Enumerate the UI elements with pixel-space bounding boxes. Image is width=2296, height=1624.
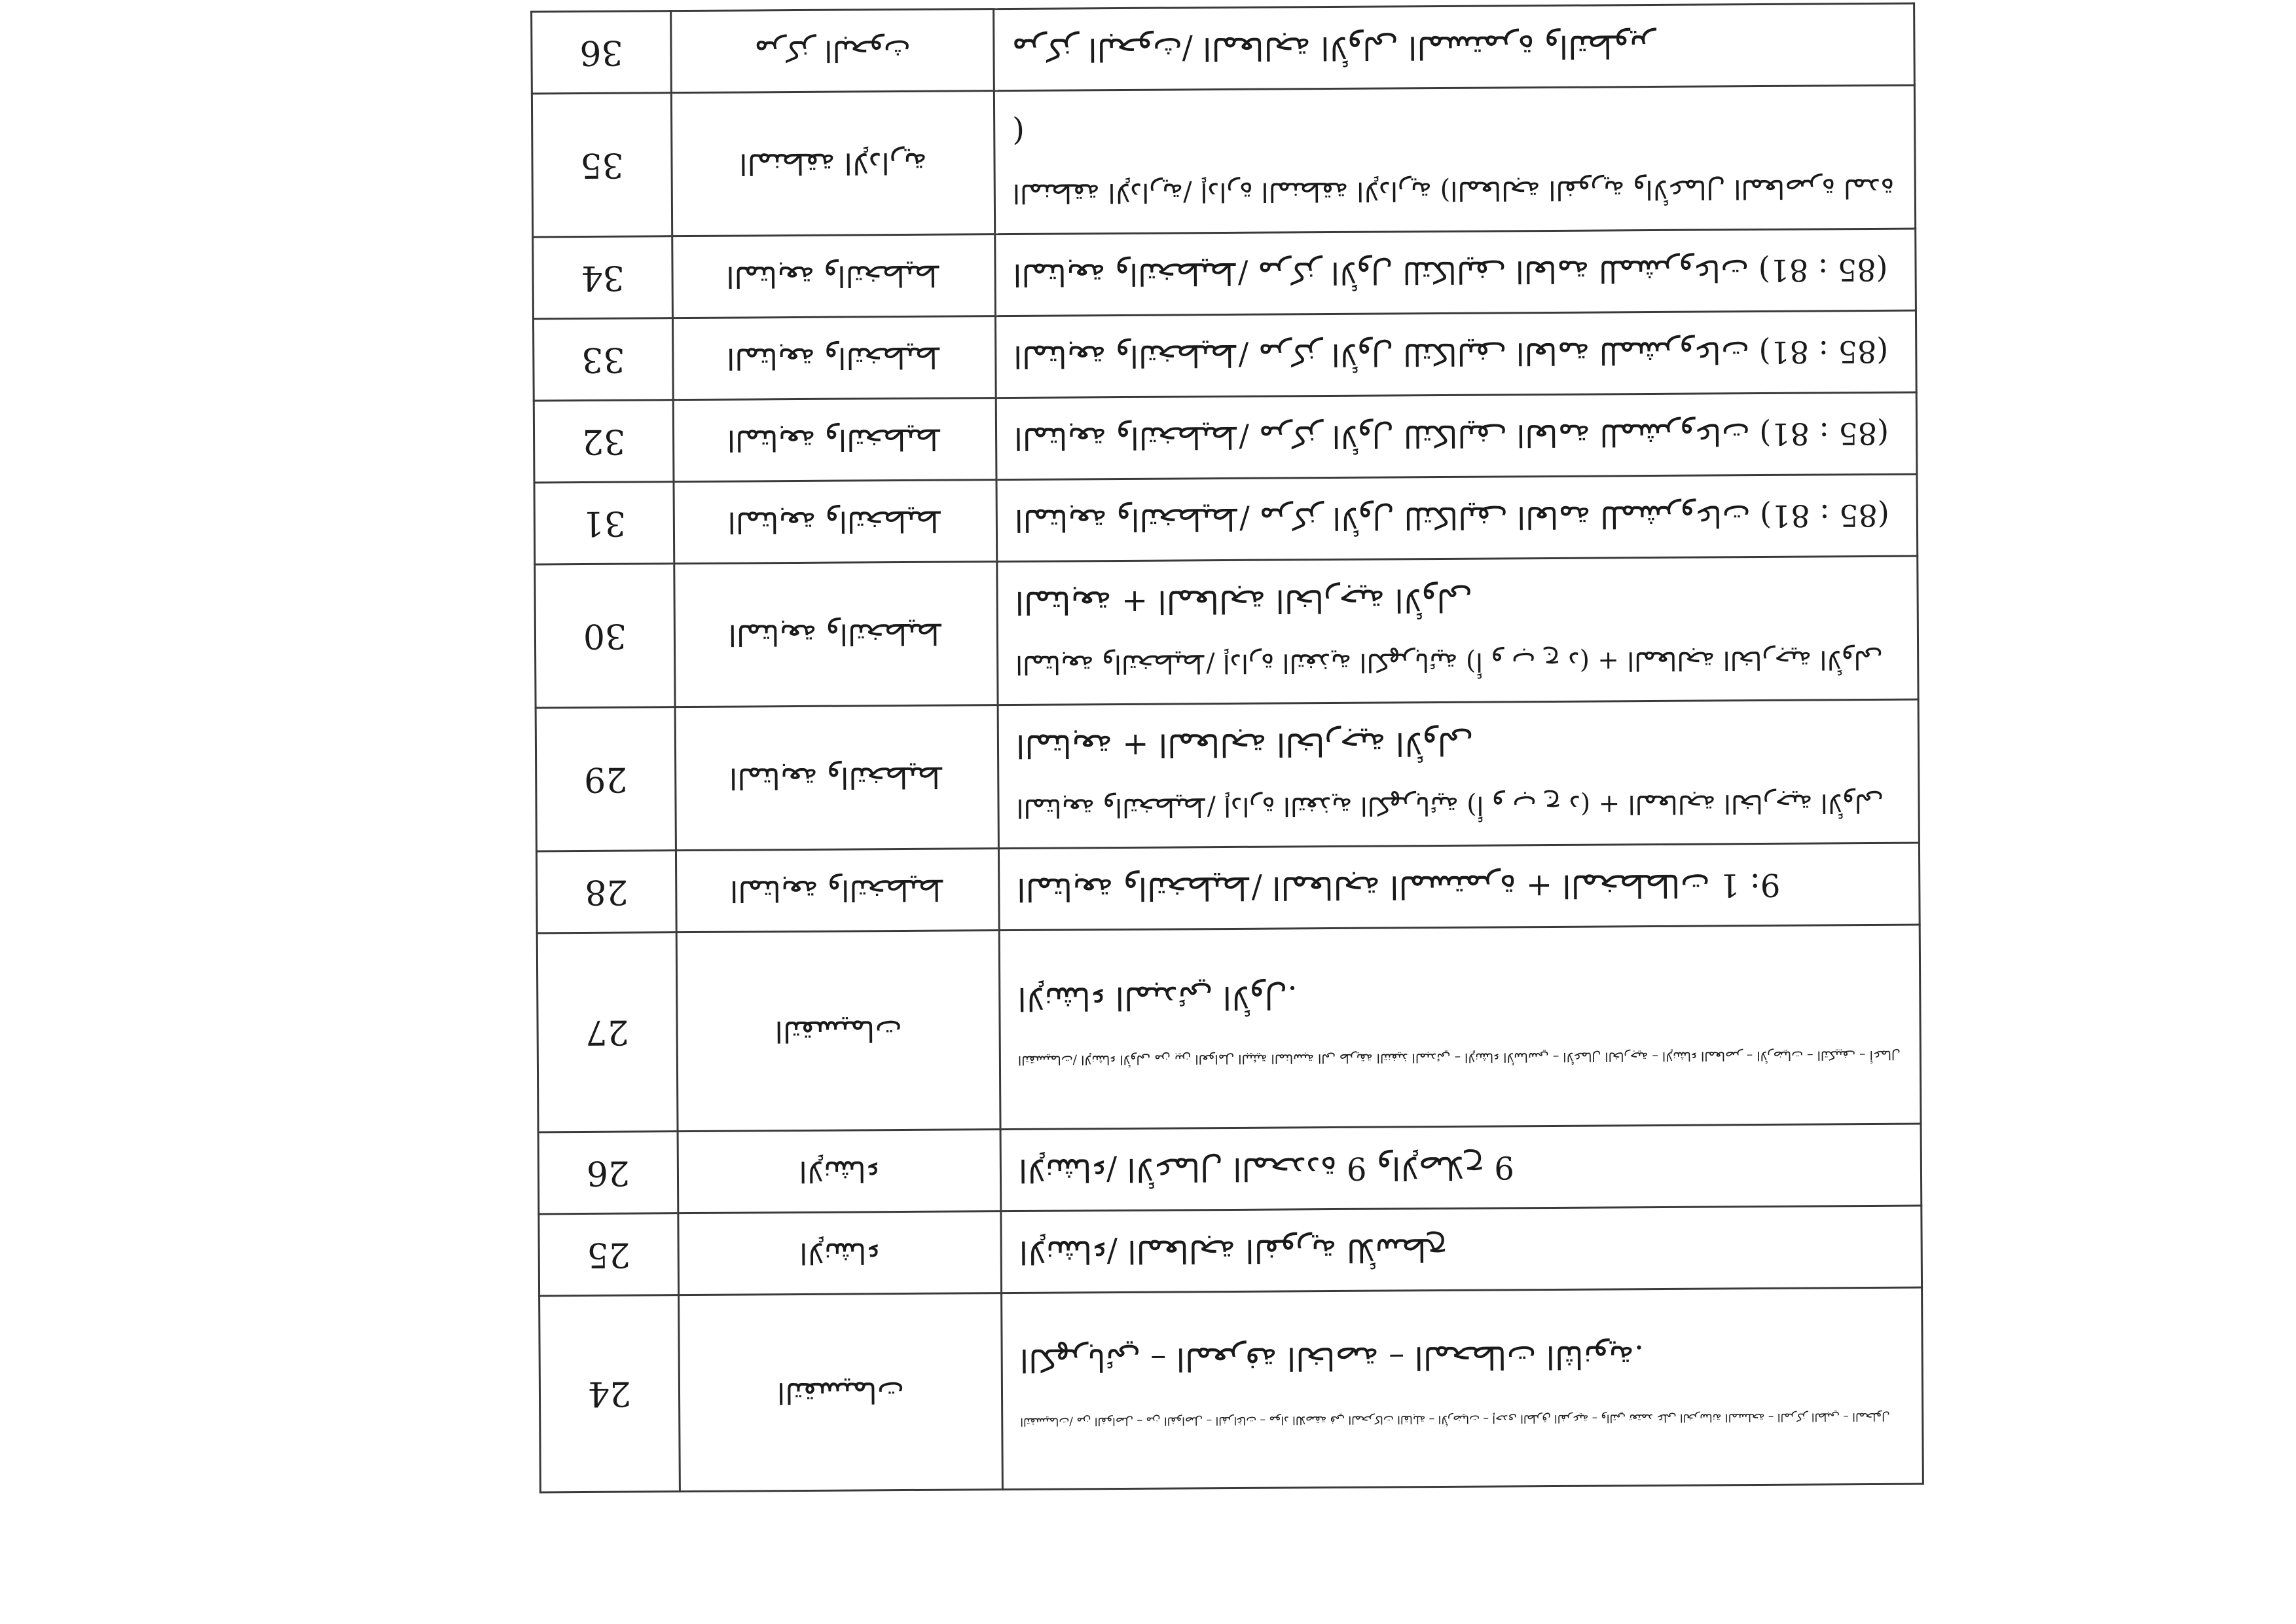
category-label: المتابعة والتخطيط xyxy=(727,504,943,540)
row-description xyxy=(1001,1206,1922,1293)
row-category xyxy=(676,849,999,932)
table-row xyxy=(535,556,1918,708)
category-label: التقسيمات xyxy=(774,1014,902,1048)
row-number: 36 xyxy=(532,11,672,94)
row-category xyxy=(671,9,994,93)
table-row xyxy=(539,1287,1923,1492)
description-line: المتابعة والتخطيط/ مركز الأول للتكاليف العامة للمشروعات (81 : 85) xyxy=(1013,333,1889,375)
row-description xyxy=(996,392,1917,480)
category-label: المتابعة والتخطيط xyxy=(726,259,941,294)
table-row xyxy=(534,392,1917,483)
row-number: 25 xyxy=(539,1213,679,1296)
row-category xyxy=(674,480,997,564)
description-line: المتابعة والتخطيط/ مركز الأول للتكاليف العامة للمشروعات (81 : 85) xyxy=(1013,415,1889,456)
description-line: ) xyxy=(1012,113,1025,150)
row-category xyxy=(674,562,998,707)
row-number: 29 xyxy=(536,707,676,851)
table-row xyxy=(537,925,1921,1132)
row-category xyxy=(675,705,998,851)
row-category xyxy=(672,234,996,318)
row-description xyxy=(999,925,1921,1130)
row-description xyxy=(996,474,1918,562)
row-number: 24 xyxy=(539,1295,680,1492)
table-row xyxy=(539,1206,1922,1296)
description-line: المتابعة والتخطيط/ مركز الأول للتكاليف العامة للمشروعات (81 : 85) xyxy=(1013,251,1888,293)
description-line: الكهربائي – المعرفة الخاصة – المحطات الثانوية. xyxy=(1019,1338,1645,1379)
table-row xyxy=(533,229,1916,319)
description-line: التقسيمات/ الإنشاء الأولى من بين العوامل البيئية المناسبة الى طريقة التنفيذ المبدئي – الإنشاء الأساسي – الأعمال الخارجية – الإنشاء المعاصر – الأرضيات – التكييف – أعمال xyxy=(1017,1048,1901,1068)
row-description xyxy=(994,3,1915,91)
row-number: 28 xyxy=(536,851,676,933)
table-row xyxy=(533,310,1916,401)
description-line: مركز البحوث/ المعالجة الأولى المستمرة والتطوير xyxy=(1011,27,1656,68)
description-line: الإنشاء المبدئي الأول. xyxy=(1017,978,1298,1018)
description-line: المتابعة والتخطيط/ إدارة التغذية الكهربائية (أ و ب ج د) + المعالجة الخارجية الأولى xyxy=(1016,787,1884,822)
description-line: التقسيمات/ من الفواصل – من الفواصل – الفراغات – مواد اللاصقة في المحركات القابلة – الأرضيات – إحدى الطرق الفرعية – والتي تعتمد على الخرسانة المسلحة – المركز الطبي – المحلول xyxy=(1020,1410,1890,1429)
row-category xyxy=(678,1130,1001,1213)
category-label: المتابعة والتخطيط xyxy=(728,617,944,652)
row-description xyxy=(998,699,1919,849)
description-line: المتابعة والتخطيط/ إدارة التغذية الكهربائية (أ و ب ج د) + المعالجة الخارجية الأولى xyxy=(1015,644,1883,679)
table-row xyxy=(536,699,1919,851)
row-category xyxy=(676,931,1000,1132)
row-category xyxy=(678,1211,1002,1295)
description-line: المنطقة الإدارية/ إدارة المنطقة الإدارية (المعالجة الفورية والأعمال المعاصرة لمدة xyxy=(1012,172,1895,208)
row-description xyxy=(994,85,1915,234)
description-line: المتابعة والتخطيط/ مركز الأول للتكاليف العامة للمشروعات (81 : 85) xyxy=(1014,497,1889,538)
category-label: الإنشاء xyxy=(799,1236,881,1270)
table-row xyxy=(532,3,1915,94)
row-description xyxy=(995,229,1916,316)
table-row xyxy=(534,474,1918,564)
row-number: 30 xyxy=(535,564,675,708)
category-label: المنطقة الإدارية xyxy=(739,146,927,181)
category-label: المتابعة والتخطيط xyxy=(729,760,945,796)
category-label: المتابعة والتخطيط xyxy=(726,341,942,376)
row-category xyxy=(679,1293,1003,1492)
table-row xyxy=(538,1124,1922,1214)
row-number: 32 xyxy=(534,400,674,483)
row-description xyxy=(997,556,1918,705)
document-table xyxy=(530,3,1924,1494)
description-line: المتابعة والتخطيط/ المعالجة المستمرة + المخططات 1 :9 xyxy=(1017,866,1781,908)
category-label: الإنشاء xyxy=(799,1154,880,1189)
row-number: 31 xyxy=(534,482,674,564)
row-description xyxy=(995,310,1916,398)
row-description xyxy=(1000,1124,1922,1211)
description-line: المتابعة + المعالجة الخارجية الأولى xyxy=(1015,724,1474,764)
row-description xyxy=(998,843,1920,931)
category-label: المتابعة والتخطيط xyxy=(729,873,945,908)
row-category xyxy=(672,316,996,400)
description-line: الإنشاء/ المعالجة الفورية للأسطح xyxy=(1019,1230,1448,1270)
row-number: 33 xyxy=(533,318,673,401)
description-line: الإنشاء/ الأعمال المحددة 9 والإصلاح 9 xyxy=(1018,1149,1515,1189)
table-body xyxy=(532,3,1923,1492)
row-number: 26 xyxy=(538,1132,678,1214)
row-number: 27 xyxy=(537,932,678,1132)
row-description xyxy=(1002,1287,1923,1490)
table-row xyxy=(532,85,1915,237)
row-category xyxy=(673,398,996,482)
table-row xyxy=(536,843,1920,933)
row-category xyxy=(671,91,994,236)
category-label: مركز البحوث xyxy=(754,33,911,68)
category-label: التقسيمات xyxy=(776,1375,905,1410)
category-label: المتابعة والتخطيط xyxy=(727,422,943,458)
row-number: 35 xyxy=(532,93,672,237)
description-line: المتابعة + المعالجة الخارجية الأولى xyxy=(1015,581,1473,621)
row-number: 34 xyxy=(533,236,673,319)
